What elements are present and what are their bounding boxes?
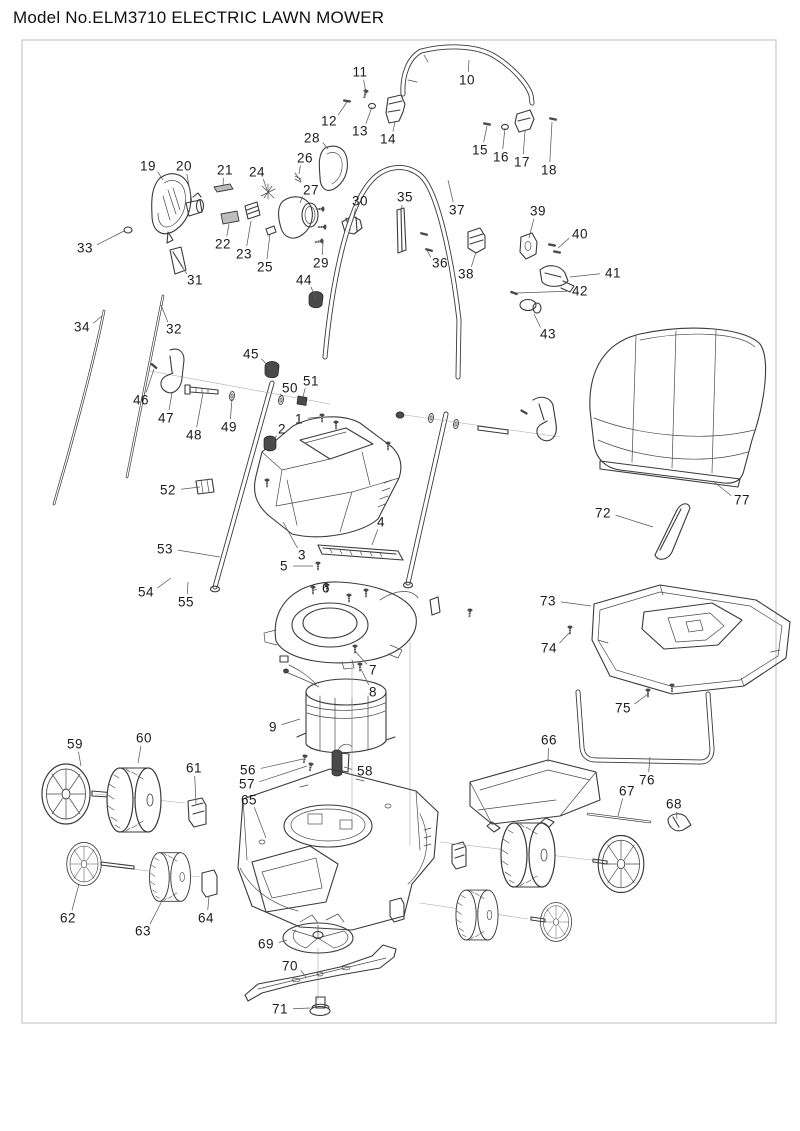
part-label-41: 41: [604, 265, 622, 281]
part-label-36: 36: [431, 255, 449, 271]
part-label-9: 9: [268, 719, 278, 735]
rear-door-drawing: [470, 760, 691, 832]
part-label-50: 50: [281, 380, 299, 396]
part-label-2: 2: [277, 421, 287, 437]
part-label-29: 29: [312, 255, 330, 271]
leader-line-64: [208, 896, 209, 910]
leader-line-43: [534, 314, 541, 327]
part-label-35: 35: [396, 189, 414, 205]
part-label-55: 55: [177, 594, 195, 610]
leader-line-32: [161, 305, 168, 322]
part-label-77: 77: [733, 492, 751, 508]
part-label-26: 26: [296, 150, 314, 166]
part-label-59: 59: [66, 736, 84, 752]
part-label-45: 45: [242, 346, 260, 362]
leader-line-63: [150, 899, 163, 924]
leader-line-60: [138, 746, 141, 763]
diagram-frame: [22, 40, 776, 1023]
leader-line-41: [570, 274, 600, 277]
part-label-37: 37: [448, 202, 466, 218]
part-label-65: 65: [240, 792, 258, 808]
part-label-21: 21: [216, 162, 234, 178]
part-label-25: 25: [256, 259, 274, 275]
leader-line-38: [471, 252, 476, 267]
leader-line-56: [261, 759, 303, 768]
blower-housing-drawing: [264, 562, 473, 672]
part-label-58: 58: [356, 763, 374, 779]
part-label-31: 31: [186, 272, 204, 288]
part-label-70: 70: [281, 958, 299, 974]
part-label-47: 47: [157, 410, 175, 426]
part-label-7: 7: [368, 662, 378, 678]
leader-line-53: [178, 550, 220, 557]
leader-line-22: [227, 224, 229, 236]
part-label-1: 1: [294, 411, 304, 427]
part-label-4: 4: [376, 514, 386, 530]
part-label-27: 27: [302, 182, 320, 198]
leader-line-16: [503, 128, 505, 149]
bag-top-drawing: [567, 585, 790, 762]
part-label-72: 72: [594, 505, 612, 521]
leader-line-4: [372, 529, 378, 545]
wheels-drawing: [42, 764, 644, 942]
leader-line-33: [97, 231, 124, 245]
leader-line-74: [559, 633, 569, 643]
part-label-56: 56: [239, 762, 257, 778]
leader-line-15: [484, 126, 487, 142]
leader-line-12: [338, 102, 347, 115]
part-label-33: 33: [76, 240, 94, 256]
part-label-71: 71: [271, 1001, 289, 1017]
part-label-62: 62: [59, 910, 77, 926]
leader-line-54: [157, 578, 171, 588]
leader-line-8: [361, 669, 369, 685]
part-label-44: 44: [295, 272, 313, 288]
part-label-16: 16: [492, 149, 510, 165]
leader-line-62: [72, 884, 79, 910]
part-label-60: 60: [135, 730, 153, 746]
leader-line-55: [187, 582, 188, 594]
part-label-34: 34: [73, 319, 91, 335]
part-label-74: 74: [540, 640, 558, 656]
part-label-30: 30: [351, 193, 369, 209]
part-label-14: 14: [379, 131, 397, 147]
leader-line-6: [314, 589, 317, 590]
leader-line-20: [187, 174, 192, 202]
switch-housing-drawing: [124, 146, 362, 245]
part-label-40: 40: [571, 226, 589, 242]
part-label-69: 69: [257, 936, 275, 952]
part-label-24: 24: [248, 164, 266, 180]
leader-line-75: [634, 694, 648, 704]
leader-line-29: [322, 243, 323, 255]
part-label-10: 10: [458, 72, 476, 88]
part-label-39: 39: [529, 203, 547, 219]
leader-line-71: [293, 1008, 310, 1009]
part-label-52: 52: [159, 482, 177, 498]
leader-line-17: [523, 131, 525, 154]
leader-line-47: [169, 393, 172, 410]
leader-line-25: [267, 234, 270, 259]
leader-line-42: [516, 291, 567, 293]
leader-line-65: [254, 807, 266, 838]
part-label-6: 6: [321, 580, 331, 596]
blade-drawing: [245, 914, 396, 1016]
part-label-23: 23: [235, 246, 253, 262]
leader-line-73: [561, 602, 591, 606]
part-label-28: 28: [303, 130, 321, 146]
leader-line-14: [393, 122, 395, 132]
grass-bag-drawing: [590, 328, 766, 559]
leader-line-19: [158, 171, 163, 180]
part-label-54: 54: [137, 584, 155, 600]
leader-line-10: [468, 60, 469, 72]
leader-line-35: [401, 205, 402, 214]
part-label-32: 32: [165, 321, 183, 337]
page-title: Model No.ELM3710 ELECTRIC LAWN MOWER: [13, 8, 385, 27]
part-label-75: 75: [614, 700, 632, 716]
leader-line-51: [303, 388, 305, 397]
part-label-49: 49: [220, 419, 238, 435]
part-label-3: 3: [297, 547, 307, 563]
leader-line-48: [197, 393, 203, 427]
part-label-19: 19: [139, 158, 157, 174]
part-label-43: 43: [539, 326, 557, 342]
leader-line-40: [558, 238, 569, 248]
upper-handle-drawing: [343, 47, 557, 132]
part-label-73: 73: [539, 593, 557, 609]
part-label-18: 18: [540, 162, 558, 178]
part-label-11: 11: [352, 64, 368, 80]
part-label-61: 61: [185, 760, 203, 776]
part-label-64: 64: [197, 910, 215, 926]
part-label-8: 8: [368, 684, 378, 700]
part-label-67: 67: [618, 783, 636, 799]
leader-line-18: [550, 122, 552, 162]
part-label-53: 53: [156, 541, 174, 557]
part-label-15: 15: [471, 142, 489, 158]
leader-line-67: [618, 799, 623, 816]
part-label-46: 46: [132, 392, 150, 408]
part-label-5: 5: [279, 558, 289, 574]
leader-line-9: [282, 719, 300, 725]
leader-line-26: [299, 165, 300, 174]
part-label-12: 12: [320, 113, 338, 129]
part-label-17: 17: [513, 154, 531, 170]
part-label-42: 42: [571, 283, 589, 299]
part-label-13: 13: [351, 123, 369, 139]
part-label-68: 68: [665, 796, 683, 812]
part-label-66: 66: [540, 732, 558, 748]
leader-line-59: [78, 752, 81, 766]
leader-line-37: [448, 180, 453, 202]
leader-line-23: [247, 221, 251, 246]
leader-line-72: [616, 515, 653, 527]
part-label-48: 48: [185, 427, 203, 443]
deck-drawing: [188, 769, 466, 930]
leader-line-13: [366, 107, 372, 124]
part-label-57: 57: [238, 776, 256, 792]
part-label-63: 63: [134, 923, 152, 939]
part-label-20: 20: [175, 158, 193, 174]
part-label-38: 38: [457, 266, 475, 282]
part-label-22: 22: [214, 236, 232, 252]
part-label-76: 76: [638, 772, 656, 788]
part-label-51: 51: [302, 373, 320, 389]
leader-line-49: [230, 399, 232, 419]
